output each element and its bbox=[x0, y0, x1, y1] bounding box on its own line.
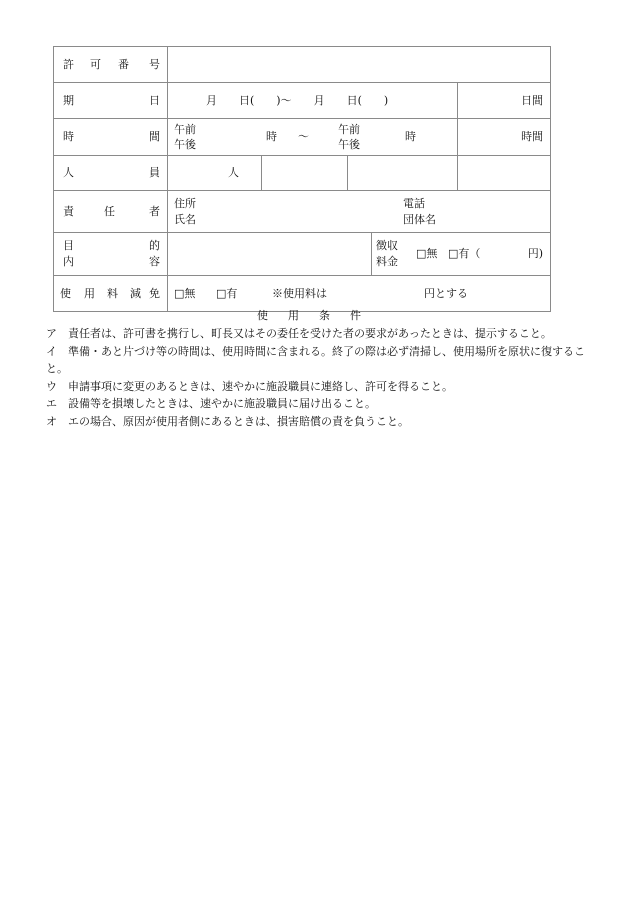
label-period bbox=[54, 83, 168, 119]
row-purpose bbox=[54, 233, 551, 276]
fee-none-checkbox[interactable]: □無 bbox=[416, 247, 438, 260]
label-char: 人 bbox=[63, 166, 74, 179]
am-end: 午前 bbox=[338, 123, 360, 136]
label-char: 任 bbox=[104, 205, 115, 218]
condition-item: イ 準備・あと片づけ等の時間は、使用時間に含まれる。終了の際は必ず清掃し、使用場所を原状に復するこ bbox=[46, 344, 585, 358]
row-period bbox=[54, 83, 551, 119]
pm-start: 午後 bbox=[174, 138, 196, 151]
heading-char: 件 bbox=[350, 309, 361, 322]
label-char: 使 bbox=[60, 287, 71, 300]
people-count-field[interactable] bbox=[168, 156, 262, 191]
days-unit: 日間 bbox=[521, 94, 544, 107]
address-label: 住所 bbox=[174, 197, 196, 210]
label-char: 料 bbox=[107, 287, 118, 300]
fee-label-1: 徴収 bbox=[376, 239, 398, 252]
hour-start: 時 bbox=[266, 130, 277, 143]
people-field-4[interactable] bbox=[458, 156, 551, 191]
am-start: 午前 bbox=[174, 123, 196, 136]
conditions-list bbox=[46, 325, 591, 430]
label-char: 責 bbox=[63, 205, 74, 218]
label-char: 目 bbox=[63, 239, 74, 252]
fee-label-2: 料金 bbox=[376, 255, 398, 268]
people-field-3[interactable] bbox=[348, 156, 458, 191]
purpose-field[interactable] bbox=[168, 233, 372, 276]
heading-char: 使 bbox=[257, 309, 268, 322]
date-range-text: 月 日( )～ 月 日( ) bbox=[206, 94, 389, 107]
pm-end: 午後 bbox=[338, 138, 360, 151]
days-field[interactable] bbox=[458, 83, 551, 119]
condition-item: ア 責任者は、許可書を携行し、町長又はその委任を受けた者の要求があったときは、提示すること。 bbox=[46, 327, 552, 340]
label-char: 時 bbox=[63, 130, 74, 143]
label-responsible bbox=[54, 191, 168, 233]
label-char: 号 bbox=[149, 58, 160, 71]
label-purpose bbox=[54, 233, 168, 276]
heading-char: 条 bbox=[319, 309, 330, 322]
permit-form-table bbox=[53, 46, 551, 312]
fee-yes-checkbox[interactable]: □有（ bbox=[448, 247, 481, 260]
reduction-yes-checkbox[interactable]: □有 bbox=[216, 287, 238, 300]
label-char: 番 bbox=[118, 58, 129, 71]
permit-number-field[interactable] bbox=[168, 47, 551, 83]
label-fee-reduction bbox=[54, 276, 168, 312]
row-people bbox=[54, 156, 551, 191]
label-char: 日 bbox=[149, 94, 160, 107]
people-field-2[interactable] bbox=[262, 156, 348, 191]
heading-char: 用 bbox=[288, 309, 299, 322]
hour-end: 時 bbox=[405, 130, 416, 143]
label-people bbox=[54, 156, 168, 191]
tilde: ～ bbox=[298, 130, 309, 143]
hours-unit: 時間 bbox=[521, 130, 544, 143]
label-char: 免 bbox=[149, 287, 160, 300]
row-responsible bbox=[54, 191, 551, 233]
fee-note: ※使用料は bbox=[272, 287, 327, 300]
label-char: 間 bbox=[149, 130, 160, 143]
condition-item: ウ 申請事項に変更のあるときは、速やかに施設職員に連絡し、許可を得ること。 bbox=[46, 379, 453, 393]
conditions-heading bbox=[257, 307, 361, 323]
group-label: 団体名 bbox=[403, 213, 436, 226]
label-char: 者 bbox=[149, 205, 160, 218]
people-unit: 人 bbox=[228, 166, 239, 179]
condition-item: オ エの場合、原因が使用者側にあるときは、損害賠償の責を負うこと。 bbox=[46, 414, 409, 428]
label-char: 可 bbox=[90, 58, 101, 71]
phone-label: 電話 bbox=[403, 197, 425, 210]
label-char: 期 bbox=[63, 94, 74, 107]
row-permit-number bbox=[54, 47, 551, 83]
label-char: 許 bbox=[63, 58, 74, 71]
label-char: 用 bbox=[84, 287, 95, 300]
time-range-field[interactable] bbox=[168, 119, 458, 156]
label-time bbox=[54, 119, 168, 156]
label-char: 的 bbox=[149, 239, 160, 252]
label-permit-number bbox=[54, 47, 168, 83]
hours-field[interactable] bbox=[458, 119, 551, 156]
fee-yen-unit: 円) bbox=[527, 247, 544, 260]
reduction-none-checkbox[interactable]: □無 bbox=[174, 287, 196, 300]
condition-item: エ 設備等を損壊したときは、速やかに施設職員に届け出ること。 bbox=[46, 397, 376, 410]
responsible-field[interactable] bbox=[168, 191, 551, 233]
name-label: 氏名 bbox=[174, 213, 196, 226]
label-char: 容 bbox=[149, 255, 160, 268]
condition-item: と。 bbox=[46, 362, 68, 375]
row-time bbox=[54, 119, 551, 156]
fee-suffix: 円とする bbox=[424, 287, 468, 300]
date-range-field[interactable] bbox=[168, 83, 458, 119]
label-char: 減 bbox=[130, 287, 141, 300]
fee-field[interactable] bbox=[372, 233, 551, 276]
label-char: 員 bbox=[149, 166, 160, 179]
label-char: 内 bbox=[63, 255, 74, 268]
